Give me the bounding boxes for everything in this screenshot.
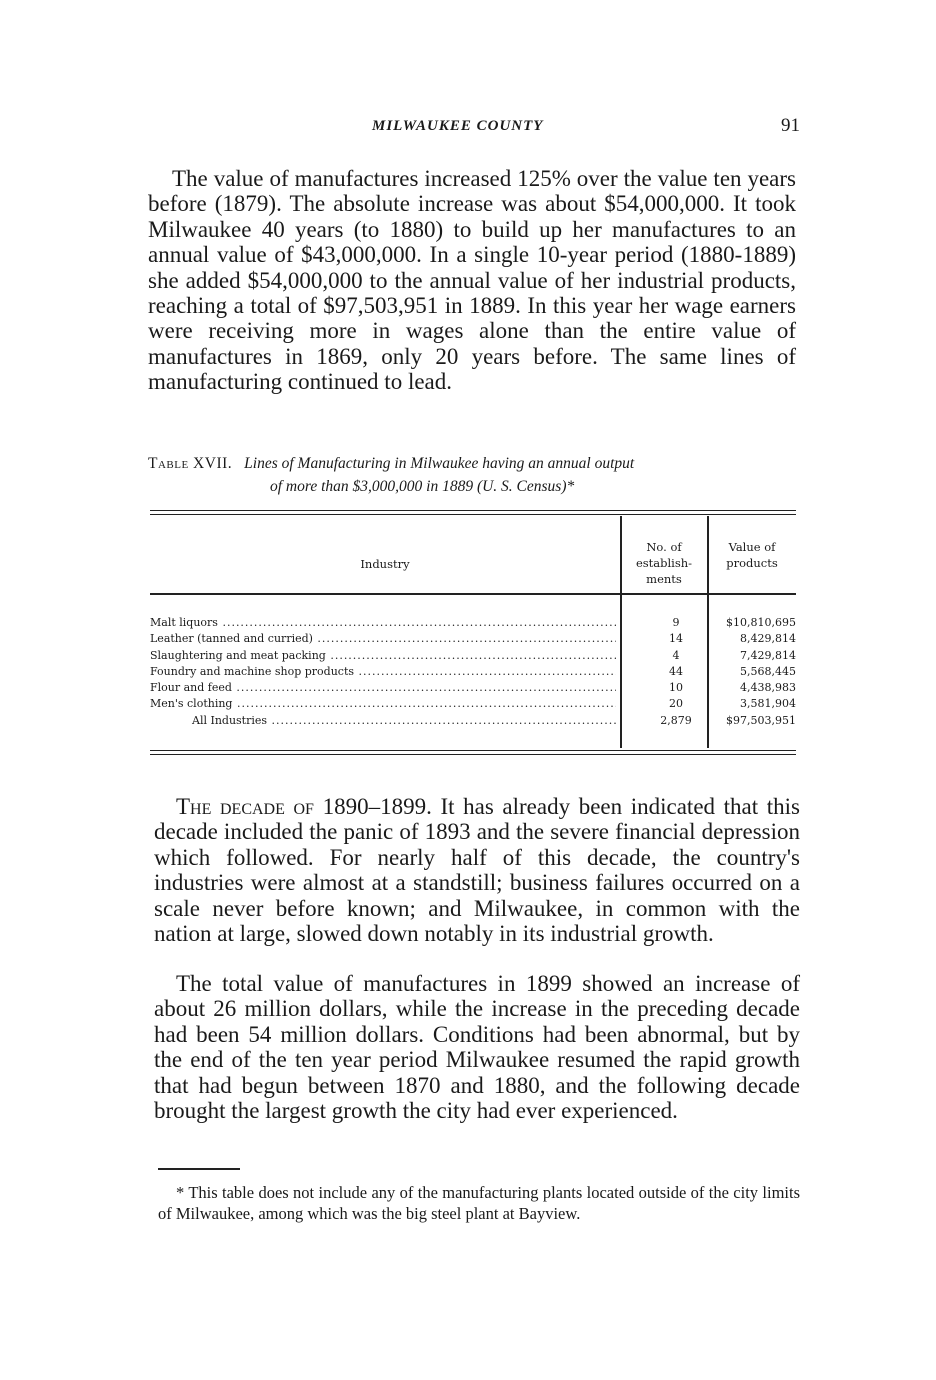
- footnote: * This table does not include any of the manufacturing plants located outside of the city limits of Milwaukee, among which was the big steel plant at Bayview.: [158, 1183, 800, 1223]
- value-cell-wrap: [708, 665, 796, 678]
- manufacturing-table: [150, 510, 796, 760]
- paragraph-decade-1890: [154, 794, 800, 946]
- industry-cell: Malt liquors .....: [150, 616, 616, 629]
- header-value-line-2: products: [726, 556, 778, 570]
- table-row: [150, 681, 796, 697]
- table-row: [150, 632, 796, 648]
- total-value-cell: $97,503,951: [726, 713, 796, 727]
- total-establishments-cell: 2,879: [660, 713, 692, 727]
- estab-cell-wrap: [621, 632, 707, 645]
- value-cell-wrap: [708, 681, 796, 694]
- establishments-cell: 10: [669, 681, 683, 695]
- value-cell: $10,810,695: [726, 616, 796, 629]
- table-total-row: [150, 714, 796, 730]
- total-industry-cell: All Industries .....: [150, 714, 616, 727]
- table-label: Table XVII.: [148, 455, 233, 472]
- establishments-cell: 9: [672, 616, 680, 629]
- table-row: [150, 665, 796, 681]
- industry-cell: Foundry and machine shop products .....: [150, 665, 616, 678]
- estab-cell-wrap: [621, 649, 707, 662]
- value-cell-wrap: [708, 616, 796, 629]
- section-heading: The decade of 1890–1899.: [176, 794, 432, 819]
- value-cell-wrap: [708, 649, 796, 662]
- table-row: [150, 649, 796, 665]
- table-bottom-rule: [150, 750, 796, 755]
- running-head-title: MILWAUKEE COUNTY: [372, 118, 544, 134]
- table-row: [150, 616, 796, 632]
- establishments-cell: 44: [669, 664, 683, 678]
- value-cell-wrap: [708, 697, 796, 710]
- industry-cell: Slaughtering and meat packing .....: [150, 649, 616, 662]
- table-body: [150, 616, 796, 730]
- industry-cell: Flour and feed .....: [150, 681, 616, 694]
- value-cell: 8,429,814: [740, 632, 796, 646]
- paragraph-manufactures-1889: The value of manufactures increased 125% over the value ten years before (1879). The absolute increase was about $54,000,000. It took Milwaukee 40 years (to 1880) to build up her manufactures to an annual value of $43,000,000. In a single 10-year period (1880-1889) she added $54,000,000 to the annual value of her industrial products, reaching a total of $97,503,951 in 1889. In this year her wage earners were receiving more in wages alone than the entire value of manufactures in 1869, only 20 years before. The same lines of manufacturing continued to lead.: [148, 166, 796, 395]
- table-caption: [148, 452, 798, 498]
- establishments-cell: 20: [669, 697, 683, 711]
- header-rule: [150, 593, 796, 595]
- paragraph-manufactures-1899: The total value of manufactures in 1899 showed an increase of about 26 million dollars, while the increase in the preceding decade had been 54 million dollars. Conditions had been abnormal, but by the end of the ten year period Milwaukee resumed the rapid growth that had begun between 1870 and 1880, and the following decade brought the largest growth the city had ever experienced.: [154, 971, 800, 1124]
- header-establishments-line-1: No. of: [646, 540, 682, 554]
- table-row: [150, 697, 796, 713]
- header-establishments-line-2: establish-: [635, 556, 693, 570]
- header-value: [708, 539, 796, 571]
- industry-cell: Leather (tanned and curried) .....: [150, 632, 616, 645]
- value-cell: 4,438,983: [740, 681, 796, 695]
- paragraph-decade-1890-text: It has already been indicated that this decade included the panic of 1893 and the severe financial depression which followed. For nearly half of this decade, the country's industries were almost at a standstill; business failures occurred on a scale never before known; and Milwaukee, in common with the nation at large, slowed down notably in its industrial growth.: [154, 794, 800, 947]
- value-cell: 5,568,445: [740, 664, 796, 678]
- total-value-cell-wrap: [708, 714, 796, 727]
- value-cell: 7,429,814: [740, 648, 796, 662]
- estab-cell-wrap: [621, 616, 707, 629]
- total-estab-cell-wrap: [621, 714, 707, 727]
- footnote-rule: [158, 1168, 240, 1170]
- value-cell-wrap: [708, 632, 796, 645]
- running-head: [150, 115, 800, 138]
- value-cell: 3,581,904: [740, 697, 796, 711]
- establishments-cell: 4: [672, 648, 680, 662]
- header-industry: Industry: [360, 557, 410, 571]
- table-caption-line-2: of more than $3,000,000 in 1889 (U. S. Census)*: [270, 478, 575, 495]
- table-caption-line-1: Lines of Manufacturing in Milwaukee having an annual output: [244, 455, 635, 472]
- industry-cell: Men's clothing .....: [150, 697, 616, 710]
- page-number: 91: [781, 115, 800, 136]
- table-top-rule: [150, 510, 796, 515]
- estab-cell-wrap: [621, 665, 707, 678]
- estab-cell-wrap: [621, 697, 707, 710]
- header-establishments-line-3: ments: [646, 572, 682, 586]
- header-value-line-1: Value of: [728, 540, 776, 554]
- header-establishments: [621, 539, 707, 587]
- establishments-cell: 14: [669, 632, 683, 646]
- estab-cell-wrap: [621, 681, 707, 694]
